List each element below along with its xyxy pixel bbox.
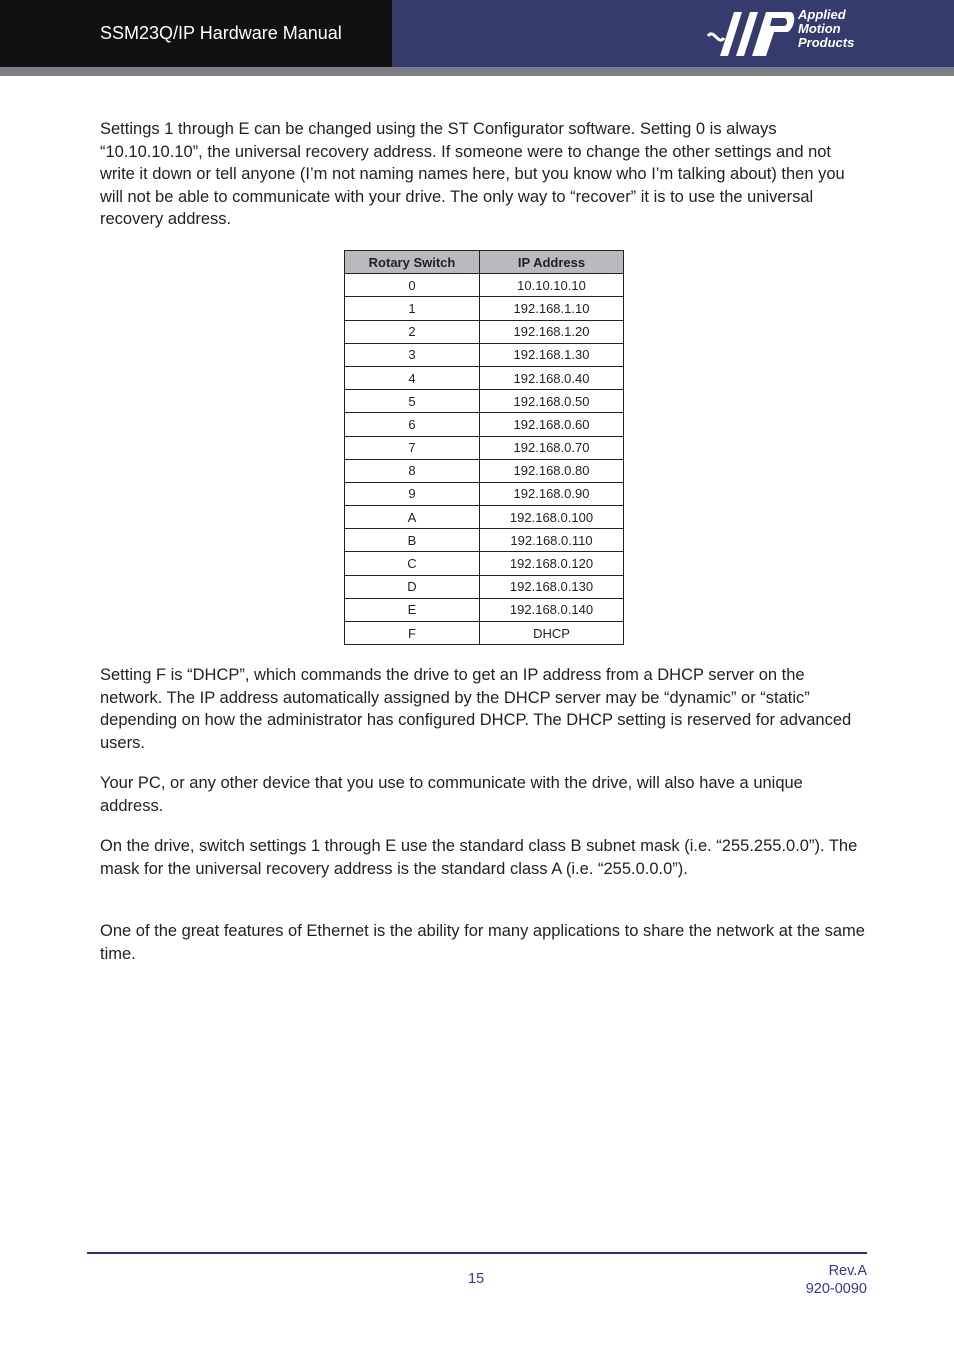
- ip-address-cell: 192.168.0.40: [480, 366, 624, 389]
- rotary-switch-cell: 3: [345, 343, 480, 366]
- paragraph-settings: Settings 1 through E can be changed using the ST Configurator software. Setting 0 is always “10.10.10.10”, the universal recovery address. If someone were to change the other settings and not write it down or tell anyone (I’m not naming names here, but you know who I’m talking about) then you will not be able to communicate with your drive. The only way to “recover” it is to use the universal recovery address.: [100, 120, 845, 229]
- ip-address-cell: 10.10.10.10: [480, 274, 624, 297]
- ip-address-cell: 192.168.0.60: [480, 413, 624, 436]
- table-row: [345, 529, 624, 552]
- logo-text-line3: Products: [798, 35, 855, 50]
- table-row: [345, 622, 624, 645]
- rotary-switch-cell: 8: [345, 459, 480, 482]
- table-header-row: [345, 251, 624, 274]
- rotary-switch-cell: A: [345, 506, 480, 529]
- rotary-switch-cell: F: [345, 622, 480, 645]
- document-title: SSM23Q/IP Hardware Manual: [100, 23, 342, 43]
- rotary-switch-cell: 6: [345, 413, 480, 436]
- rotary-switch-cell: B: [345, 529, 480, 552]
- table-row: [345, 482, 624, 505]
- ip-address-cell: 192.168.0.80: [480, 459, 624, 482]
- ip-address-cell: 192.168.0.100: [480, 506, 624, 529]
- table-row: [345, 575, 624, 598]
- document-number: 920-0090: [805, 1281, 867, 1297]
- ip-address-cell: 192.168.0.130: [480, 575, 624, 598]
- table-row: [345, 343, 624, 366]
- rotary-switch-cell: 0: [345, 274, 480, 297]
- ip-address-cell: 192.168.0.120: [480, 552, 624, 575]
- revision-block: [806, 1262, 867, 1298]
- ip-address-table: [344, 250, 624, 645]
- logo-text-line1: Applied: [798, 7, 846, 22]
- paragraph-subnet-mask: On the drive, switch settings 1 through E use the standard class B subnet mask (i.e. “255.255.0.0”). The mask for the universal recovery address is the standard class A (i.e. “255.0.0.0”).: [100, 837, 858, 878]
- table-row: [345, 390, 624, 413]
- column-header-ip-address: IP Address: [480, 251, 624, 274]
- ip-address-cell: 192.168.1.20: [480, 320, 624, 343]
- ip-address-cell: 192.168.0.90: [480, 482, 624, 505]
- rotary-switch-cell: 2: [345, 320, 480, 343]
- ip-address-cell: 192.168.1.30: [480, 343, 624, 366]
- revision-label: Rev.A: [828, 1263, 867, 1279]
- table-row: [345, 598, 624, 621]
- rotary-switch-cell: E: [345, 598, 480, 621]
- table-row: [345, 436, 624, 459]
- rotary-switch-cell: 7: [345, 436, 480, 459]
- ip-address-cell: 192.168.0.140: [480, 598, 624, 621]
- rotary-switch-cell: 9: [345, 482, 480, 505]
- rotary-switch-cell: 5: [345, 390, 480, 413]
- table-row: [345, 506, 624, 529]
- footer-divider: [87, 1252, 867, 1254]
- ip-address-cell: 192.168.0.70: [480, 436, 624, 459]
- table-row: [345, 297, 624, 320]
- table-row: [345, 459, 624, 482]
- header-divider-bar: [0, 67, 954, 76]
- page-number: 15: [468, 1271, 485, 1287]
- table-row: [345, 413, 624, 436]
- logo-text-line2: Motion: [798, 21, 841, 36]
- ip-address-cell: 192.168.0.50: [480, 390, 624, 413]
- ip-address-cell: 192.168.0.110: [480, 529, 624, 552]
- rotary-switch-cell: 4: [345, 366, 480, 389]
- header-title-panel: [0, 0, 392, 67]
- company-logo: [704, 6, 869, 62]
- table-row: [345, 274, 624, 297]
- ip-address-cell: DHCP: [480, 622, 624, 645]
- rotary-switch-cell: D: [345, 575, 480, 598]
- logo-mark-icon: [704, 6, 796, 62]
- rotary-switch-cell: C: [345, 552, 480, 575]
- ip-address-cell: 192.168.1.10: [480, 297, 624, 320]
- column-header-rotary-switch: Rotary Switch: [345, 251, 480, 274]
- table-row: [345, 320, 624, 343]
- rotary-switch-cell: 1: [345, 297, 480, 320]
- table-row: [345, 552, 624, 575]
- table-row: [345, 366, 624, 389]
- paragraph-pc-address: Your PC, or any other device that you use to communicate with the drive, will also have a unique address.: [100, 774, 803, 815]
- paragraph-dhcp: Setting F is “DHCP”, which commands the drive to get an IP address from a DHCP server on the network. The IP address automatically assigned by the DHCP server may be “dynamic” or “static” depending on how the administrator has configured DHCP. The DHCP setting is reserved for advanced users.: [100, 666, 852, 752]
- paragraph-ethernet: One of the great features of Ethernet is the ability for many applications to share the network at the same time.: [100, 922, 865, 963]
- header-logo-panel: [392, 0, 954, 67]
